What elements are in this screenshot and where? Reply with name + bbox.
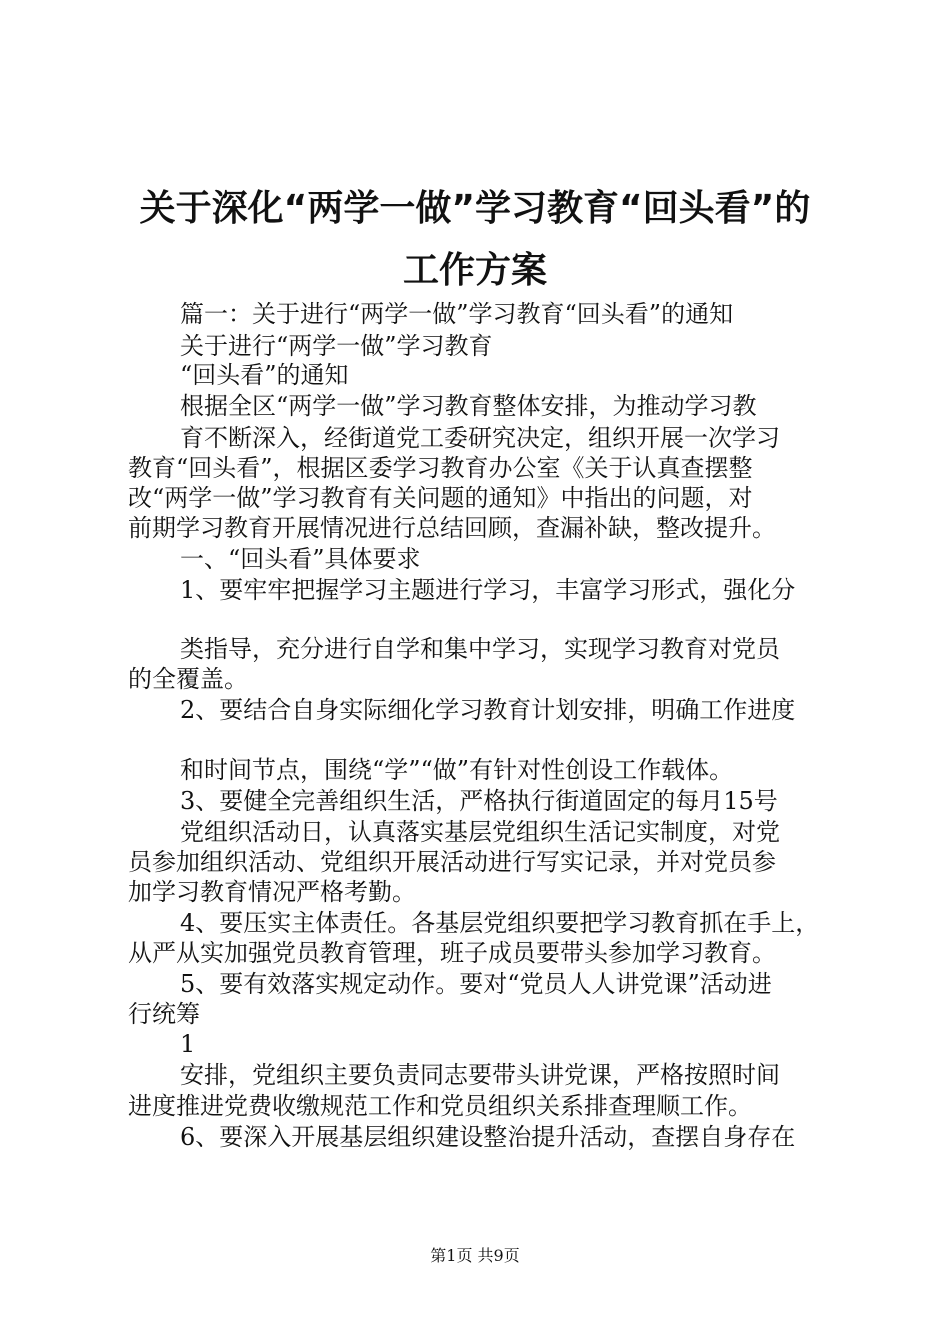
text-line: 6、要深入开展基层组织建设整治提升活动，查摆自身存在 [180,1123,796,1151]
text-line: 前期学习教育开展情况进行总结回顾，查漏补缺，整改提升。 [128,514,776,542]
page-marker: 1 [180,1030,196,1058]
text-line: 教育“回头看”，根据区委学习教育办公室《关于认真查摆整 [128,454,753,482]
page-footer: 第1页 共9页 [430,1246,520,1265]
text-line: 育不断深入，经街道党工委研究决定，组织开展一次学习 [180,424,780,452]
text-line: 3、要健全完善组织生活，严格执行街道固定的每月15号 [180,787,778,815]
text-line: 2、要结合自身实际细化学习教育计划安排，明确工作进度 [180,696,796,724]
text-line: 类指导，充分进行自学和集中学习，实现学习教育对党员 [180,635,780,663]
text-line: 从严从实加强党员教育管理，班子成员要带头参加学习教育。 [128,939,776,967]
text-line: 的全覆盖。 [128,665,248,693]
text-line: “回头看”的通知 [180,361,349,389]
text-line: 行统筹 [128,1000,200,1028]
text-line: 关于进行“两学一做”学习教育 [180,332,493,360]
text-line: 安排，党组织主要负责同志要带头讲党课，严格按照时间 [180,1061,780,1089]
text-line: 改“两学一做”学习教育有关问题的通知》中指出的问题，对 [128,484,753,512]
text-line: 党组织活动日，认真落实基层党组织生活记实制度，对党 [180,818,780,846]
text-line: 加学习教育情况严格考勤。 [128,878,416,906]
text-line: 1、要牢牢把握学习主题进行学习，丰富学习形式，强化分 [180,576,796,604]
document-title-line-1: 关于深化“两学一做”学习教育“回头看”的 [139,188,811,229]
text-line: 5、要有效落实规定动作。要对“党员人人讲党课”活动进 [180,970,772,998]
text-line: 根据全区“两学一做”学习教育整体安排，为推动学习教 [180,392,757,420]
text-line: 4、要压实主体责任。各基层党组织要把学习教育抓在手上， [180,909,820,937]
section-heading: 一、“回头看”具体要求 [180,545,421,573]
text-line: 进度推进党费收缴规范工作和党员组织关系排查理顺工作。 [128,1092,752,1120]
document-title-line-2: 工作方案 [402,250,547,291]
text-line: 和时间节点，围绕“学”“做”有针对性创设工作载体。 [180,756,734,784]
text-line: 员参加组织活动、党组织开展活动进行写实记录，并对党员参 [128,848,776,876]
text-line: 篇一：关于进行“两学一做”学习教育“回头看”的通知 [180,300,734,328]
